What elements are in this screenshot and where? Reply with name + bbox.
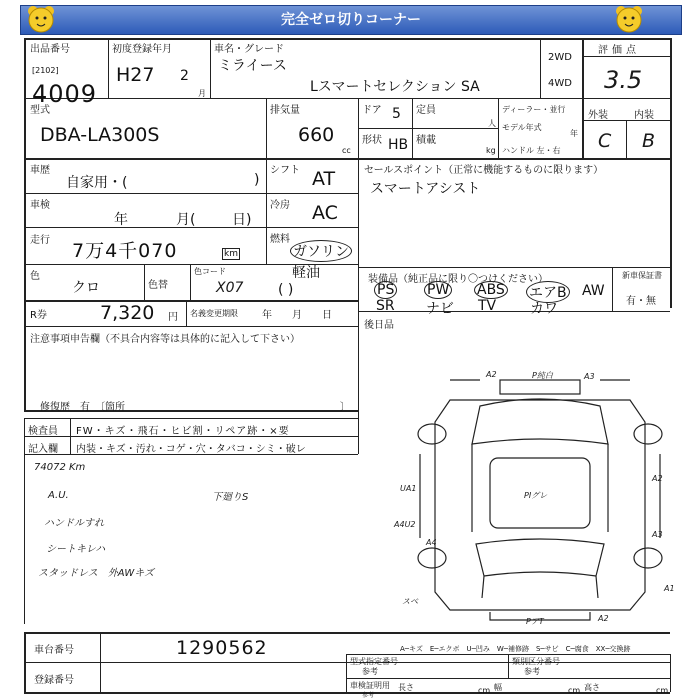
displacement-unit: cc [342, 146, 351, 155]
sales-point-label: セールスポイント（正常に機能するものに限ります） [364, 165, 604, 176]
class-no-sub: 参考 [524, 667, 540, 676]
car-name: ミライース [218, 58, 287, 74]
shape-label: 形状 [362, 135, 382, 146]
meigi-value: 年 月 日 [262, 310, 332, 321]
equipment-item: ナビ [426, 301, 454, 317]
model-year-label: モデル年式 [502, 123, 542, 132]
fuel-gas: ガソリン [290, 240, 352, 262]
shape-value: HB [388, 137, 409, 153]
reg-label: 登録番号 [34, 675, 74, 686]
recycle-unit: 円 [168, 312, 178, 323]
damage-mark: A2 [652, 474, 663, 483]
load-label: 積載 [416, 135, 436, 146]
cert-unit: cm [656, 686, 669, 695]
handnote: スタッドレス 外AWキズ [38, 568, 155, 579]
color-label: 色 [30, 271, 40, 282]
lot-prefix: [2102] [32, 66, 59, 75]
history-label: 車歴 [30, 165, 50, 176]
repair-close: 〕 [340, 402, 350, 413]
mileage-value: 7万4千070 [72, 240, 178, 262]
score-label: 評価点 [598, 45, 640, 56]
rear-label: 後日品 [364, 320, 394, 331]
ext-grade: C [598, 130, 612, 152]
equipment-item: カワ [530, 301, 558, 317]
warranty-label: 新車保証書 [622, 271, 662, 280]
ext-label: 外装 [588, 110, 608, 121]
chassis-value: 1290562 [176, 637, 268, 659]
type-no-label: 型式指定番号 [350, 657, 398, 666]
class-no-label: 類別区分番号 [512, 657, 560, 666]
mascot-bear-icon [26, 4, 56, 34]
mileage-unit: km [224, 249, 238, 259]
damage-mark: A4 [426, 538, 437, 547]
mileage-label: 走行 [30, 235, 50, 246]
model-label: 型式 [30, 105, 50, 116]
colorcode-label: 色コード [194, 267, 226, 276]
equipment-label: 装備品（純正品に限り〇つけください） [368, 274, 548, 285]
damage-mark: P純白 [532, 371, 553, 380]
first-reg-era: H27 [116, 64, 155, 86]
inspection-month: 月( [176, 212, 196, 228]
ac-label: 冷房 [270, 200, 290, 211]
inspection-label: 車検 [30, 200, 50, 211]
lot-number: 4009 [32, 80, 98, 108]
shift-label: シフト [270, 165, 300, 176]
shift-value: AT [312, 168, 336, 190]
cert-width: 幅 [494, 683, 502, 692]
equipment-item: ABS [474, 281, 508, 299]
fuel-other: ( ) [278, 282, 294, 298]
car-grade: Lスマートセレクション SA [310, 79, 480, 95]
equipment-item: PW [424, 281, 452, 299]
notes-label: 注意事項申告欄（不具合内容等は具体的に記入して下さい） [30, 334, 300, 345]
damage-mark: PアT [526, 617, 544, 626]
int-label: 内装 [634, 110, 654, 121]
car-label: 車名・グレード [214, 44, 284, 55]
colorcode-value: X07 [216, 280, 244, 296]
recycle-label: R券 [30, 310, 47, 321]
equipment-item: TV [478, 298, 497, 314]
first-reg-month-unit: 月 [198, 89, 206, 98]
chassis-label: 車台番号 [34, 645, 74, 656]
lot-label: 出品番号 [30, 44, 70, 55]
meigi-label: 名義変更期限 [190, 309, 238, 318]
handnote: A.U. [48, 490, 69, 501]
load-unit: kg [486, 146, 496, 155]
ac-value: AC [312, 202, 338, 224]
checker-label-2: 記入欄 [28, 444, 58, 455]
mascot-bear-icon [614, 4, 644, 34]
history-value: 自家用・( [66, 175, 128, 191]
history-close: ) [254, 172, 260, 188]
fuel-label: 燃料 [270, 234, 290, 245]
equipment-item: エアB [526, 281, 570, 303]
damage-mark: A2 [486, 370, 497, 379]
cert-unit: cm [478, 686, 491, 695]
drive-4wd: 4WD [548, 78, 572, 89]
equipment-item: PS [374, 281, 397, 299]
inspection-day: 日) [232, 212, 252, 228]
drive-2wd: 2WD [548, 52, 572, 63]
cert-height: 高さ [584, 683, 600, 692]
capacity-label: 定員 [416, 105, 436, 116]
inspection-year: 年 [114, 212, 128, 228]
first-reg-month: 2 [180, 68, 189, 84]
recycle-value: 7,320 [100, 302, 155, 324]
cert-label: 車検証明用 [350, 681, 390, 690]
displacement-value: 660 [298, 124, 335, 146]
damage-legend: A─キズ E─エクボ U─凹み W─補修跡 S─サビ C─腐食 XX─交換跡 [400, 645, 631, 653]
damage-mark: A3 [584, 372, 595, 381]
damage-mark: スベ [402, 597, 418, 606]
cert-sub: 参考 [362, 692, 375, 699]
handnote: ハンドルすれ [44, 518, 104, 529]
handnote-right: 下廻りS [212, 492, 249, 503]
damage-mark: A3 [652, 530, 663, 539]
damage-mark: A1 [664, 584, 675, 593]
displacement-label: 排気量 [270, 105, 300, 116]
fuel-diesel: 軽油 [292, 265, 320, 281]
damage-mark: A2 [598, 614, 609, 623]
int-grade: B [642, 130, 656, 152]
score-value: 3.5 [604, 66, 643, 94]
equipment-item: AW [582, 283, 605, 299]
capacity-unit: 人 [488, 119, 496, 128]
color-change-label: 色替 [148, 280, 168, 291]
handle-label: ハンドル 左・右 [502, 146, 561, 155]
cert-unit: cm [568, 686, 581, 695]
handnote: シートキレハ [46, 544, 106, 555]
first-reg-label: 初度登録年月 [112, 44, 172, 55]
repair-label: 修復歴 有 〔箇所 [40, 402, 125, 413]
doors-value: 5 [392, 106, 401, 122]
checker-row-exterior: FW・キズ・飛石・ヒビ割・リペア跡・×要 [76, 426, 290, 437]
cert-length: 長さ [398, 683, 414, 692]
damage-mark: UA1 [400, 484, 417, 493]
handnote: 74072 Km [34, 462, 86, 473]
equipment-item: SR [376, 298, 395, 314]
damage-mark: PIグレ [524, 491, 548, 500]
sales-point-value: スマートアシスト [370, 181, 481, 197]
checker-label-1: 検査員 [28, 426, 58, 437]
color-value: クロ [72, 280, 100, 296]
model-year-unit: 年 [570, 129, 578, 138]
model-value: DBA-LA300S [40, 124, 160, 146]
warranty-value: 有・無 [626, 296, 656, 307]
damage-mark: A4U2 [394, 520, 416, 529]
doors-label: ドア [362, 105, 382, 116]
type-no-sub: 参考 [362, 667, 378, 676]
dealer-label: ディーラー・並行 [502, 105, 566, 114]
banner-title: 完全ゼロ切りコーナー [20, 5, 682, 35]
checker-row-interior: 内装・キズ・汚れ・コゲ・穴・タバコ・シミ・破レ [76, 444, 306, 455]
